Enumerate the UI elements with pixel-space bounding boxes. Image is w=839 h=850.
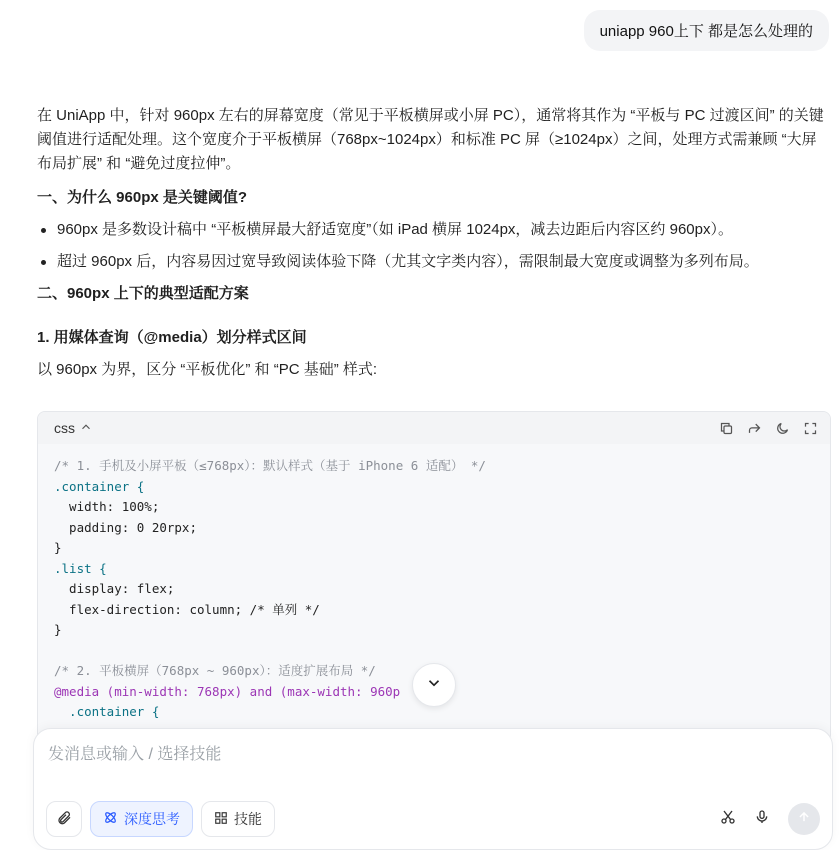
- skills-label: 技能: [234, 811, 262, 827]
- code-toolbar: [718, 420, 818, 436]
- arrow-up-icon: [797, 810, 811, 829]
- bullet-item-1: 960px 是多数设计稿中 “平板横屏最大舒适宽度”（如 iPad 横屏 1024px，减去边距后内容区约 960px）。: [37, 218, 829, 242]
- deep-think-toggle[interactable]: [90, 801, 193, 837]
- chevron-up-icon: [79, 420, 93, 437]
- code-language-label: css: [54, 420, 75, 436]
- code-block-header: [38, 412, 830, 444]
- bullet-item-2: 超过 960px 后，内容易因过宽导致阅读体验下降（尤其文字类内容），需限制最大宽度或调整为多列布局。: [37, 250, 829, 274]
- paperclip-icon: [56, 810, 72, 829]
- code-line-1: /* 1. 手机及小屏平板（≤768px）：默认样式（基于 iPhone 6 适配） */: [54, 458, 486, 473]
- code-line-8: flex-direction: column; /* 单列 */: [54, 601, 320, 617]
- atom-icon: [103, 810, 118, 828]
- moon-icon[interactable]: [774, 420, 790, 436]
- code-line-5: }: [54, 540, 62, 555]
- user-message-bubble: [584, 10, 829, 51]
- code-line-4: padding: 0 20rpx;: [54, 519, 197, 535]
- answer-intro: 在 UniApp 中，针对 960px 左右的屏幕宽度（常见于平板横屏或小屏 PC），通常将其作为 “平板与 PC 过渡区间” 的关键阈值进行适配处理。这个宽度介于平板横屏（768px~1024px）和标准 PC 屏（≥1024px）之间，处理方式需兼顾 “大屏布局扩展” 和 “避免过度拉伸”。: [37, 107, 824, 172]
- code-line-12: @media (min-width: 768px) and (max-width: 960p: [54, 683, 401, 699]
- composer-right-actions: [720, 803, 820, 835]
- microphone-icon[interactable]: [754, 809, 770, 830]
- user-message-text: uniapp 960上下 都是怎么处理的: [599, 23, 813, 40]
- code-line-3: width: 100%;: [54, 499, 160, 514]
- code-line-11: /* 2. 平板横屏（768px ~ 960px）：适度扩展布局 */: [54, 663, 376, 678]
- message-input[interactable]: 发消息或输入 / 选择技能: [48, 746, 222, 763]
- composer-toolbar: [46, 801, 820, 837]
- send-button[interactable]: [788, 803, 820, 835]
- code-language-toggle[interactable]: [54, 420, 93, 437]
- skills-button[interactable]: [201, 801, 275, 837]
- message-composer: [33, 728, 833, 850]
- assistant-answer: [37, 104, 829, 382]
- copy-icon[interactable]: [718, 420, 734, 436]
- code-line-6: .list {: [54, 560, 107, 576]
- share-icon[interactable]: [746, 420, 762, 436]
- bullet-list: [37, 218, 829, 274]
- deep-think-label: 深度思考: [124, 811, 180, 827]
- scissors-icon[interactable]: [720, 809, 736, 830]
- code-line-13: .container {: [54, 704, 160, 719]
- code-line-7: display: flex;: [54, 581, 175, 596]
- subsection-1-title: 1. 用媒体查询（@media）划分样式区间: [37, 329, 307, 346]
- code-line-9: }: [54, 622, 62, 637]
- section-1-title: 一、为什么 960px 是关键阈值?: [37, 189, 248, 206]
- subsection-1-text: 以 960px 为界，区分 “平板优化” 和 “PC 基础” 样式:: [37, 361, 378, 378]
- chevron-down-icon: [425, 674, 443, 697]
- scroll-to-bottom-button[interactable]: [412, 663, 456, 707]
- section-2-title: 二、960px 上下的典型适配方案: [37, 285, 249, 302]
- expand-icon[interactable]: [802, 420, 818, 436]
- code-line-2: .container {: [54, 478, 145, 494]
- attach-button[interactable]: [46, 801, 82, 837]
